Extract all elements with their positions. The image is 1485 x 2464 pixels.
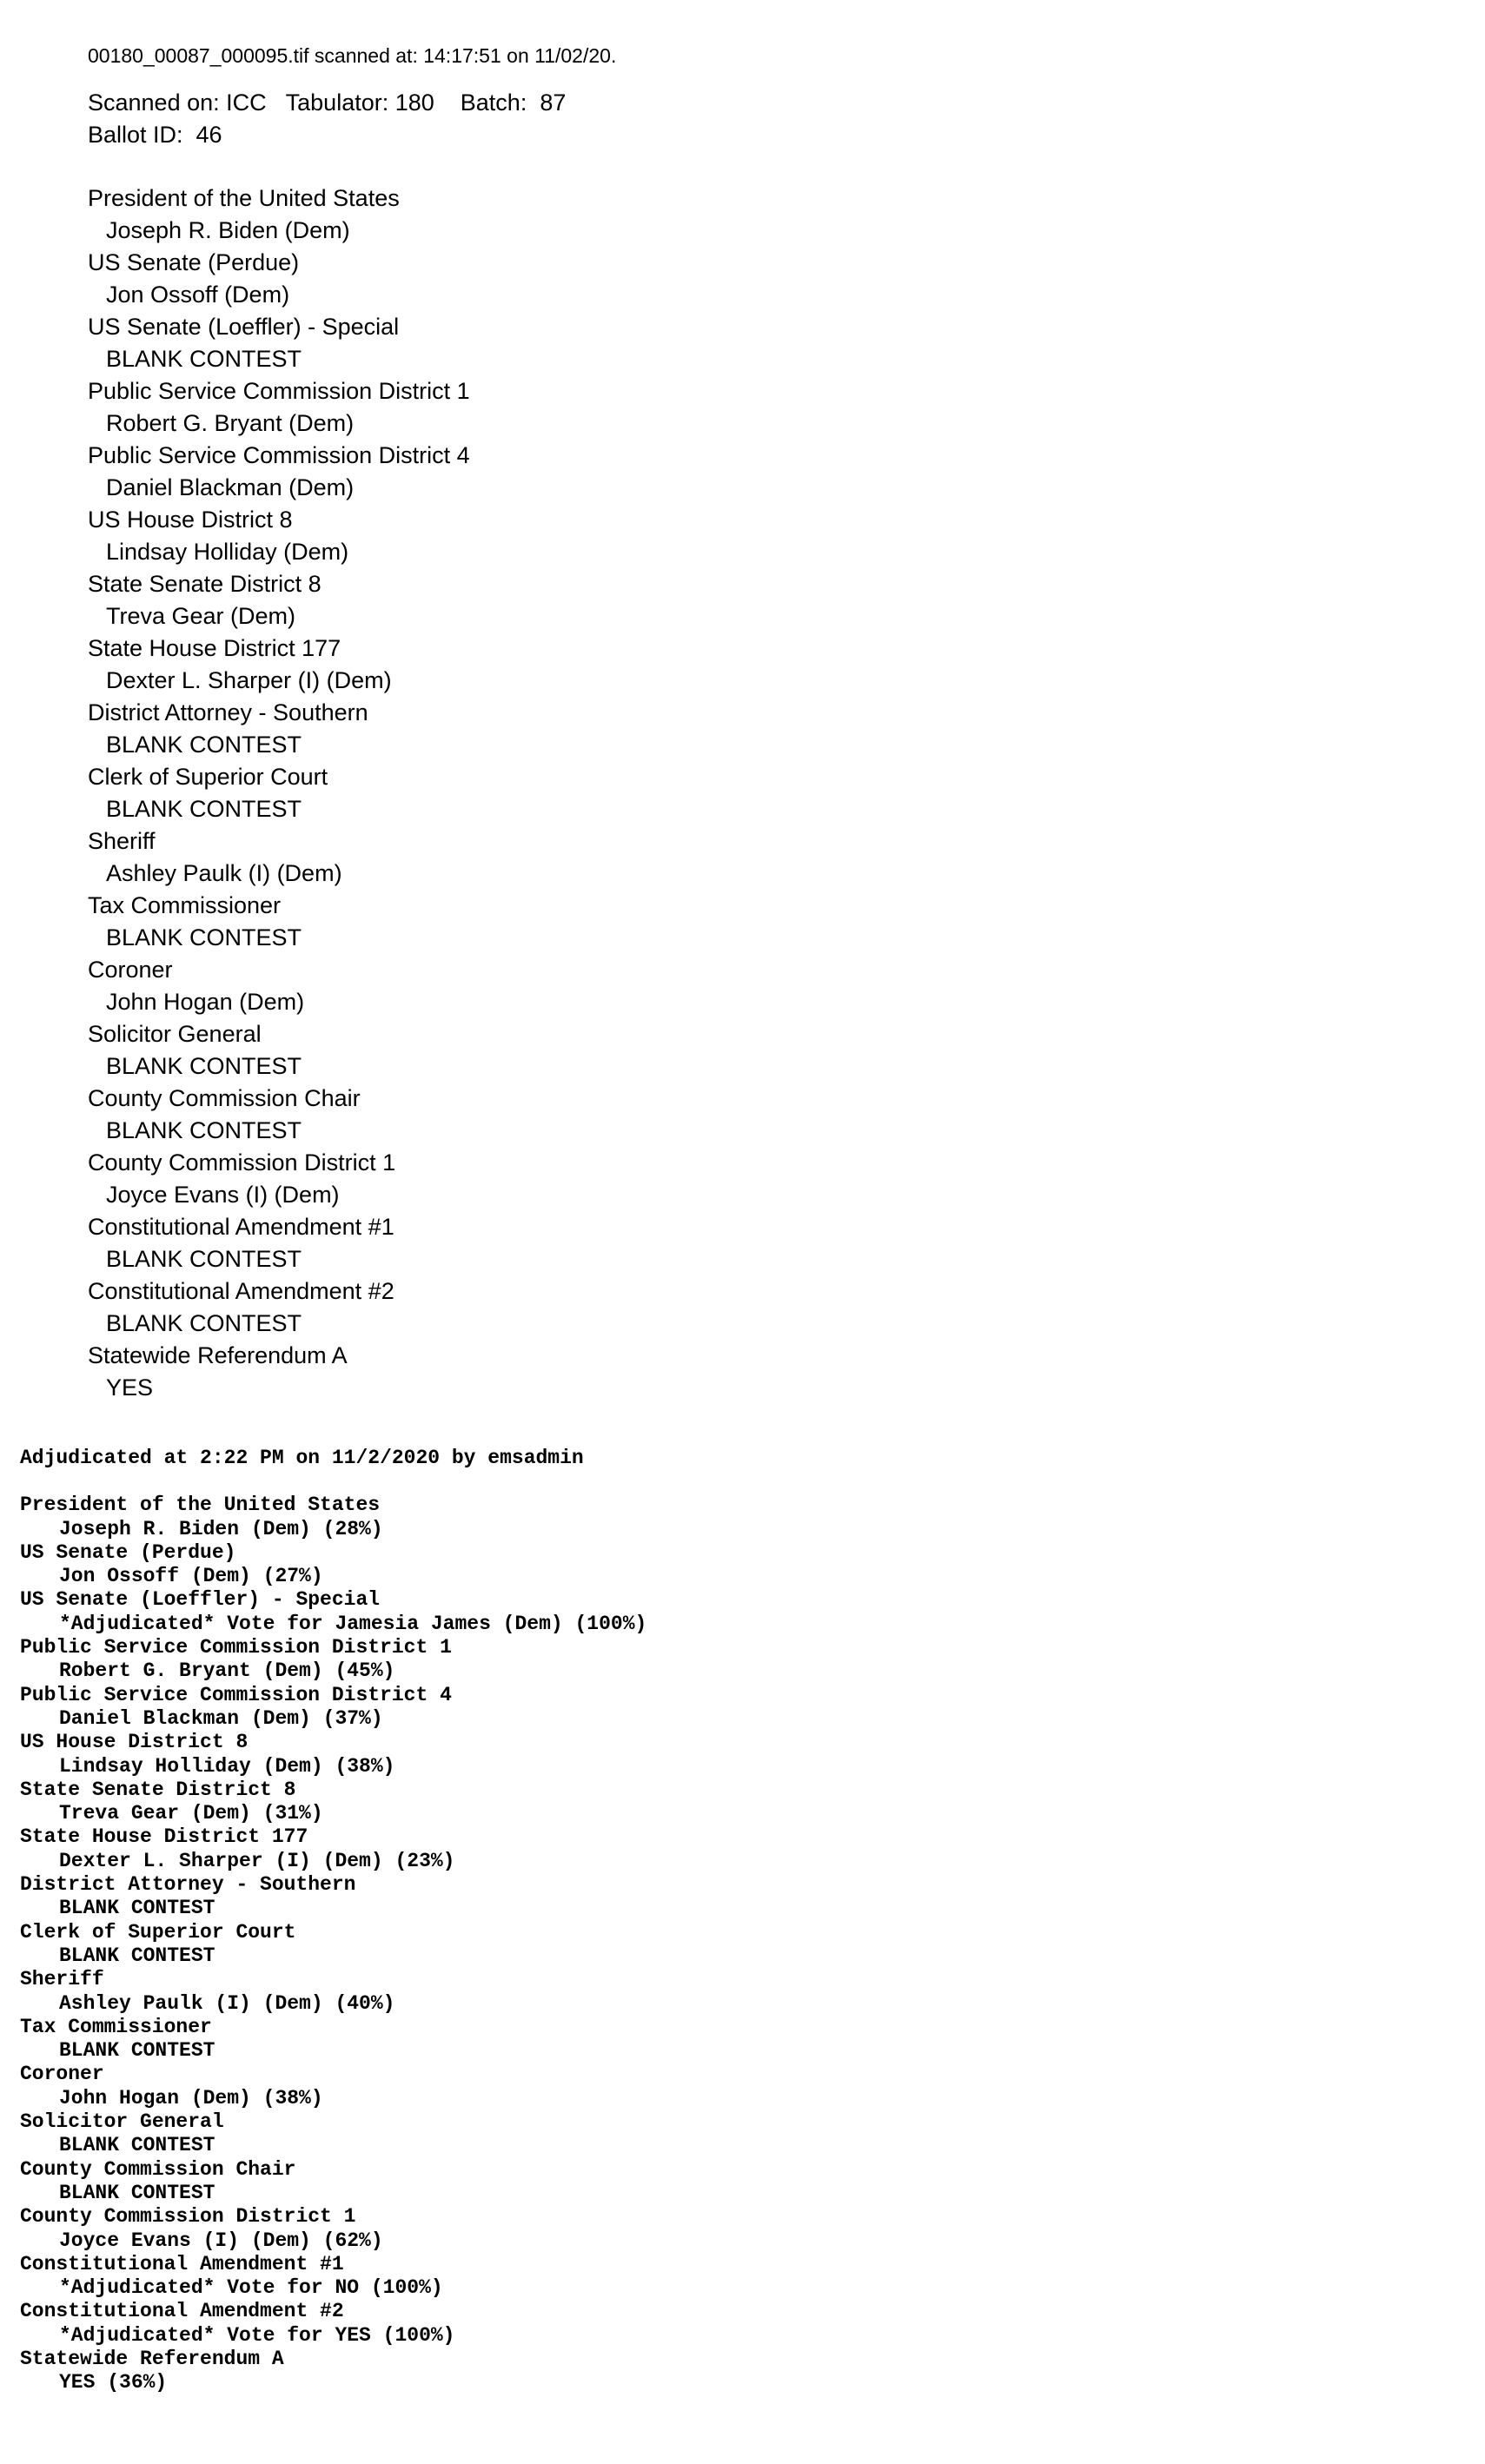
adjudicated-item: [20, 2158, 646, 2206]
adjudicated-item: [20, 1778, 646, 1826]
contest-choice: Joseph R. Biden (Dem): [106, 217, 350, 243]
adjudicated-contest-name: US Senate (Loeffler) - Special: [20, 1588, 381, 1612]
contest-item: [88, 1275, 616, 1340]
contest-name: US Senate (Perdue): [88, 249, 300, 275]
adjudicated-choice: Lindsay Holliday (Dem) (38%): [59, 1754, 395, 1778]
contest-choice: Lindsay Holliday (Dem): [106, 539, 349, 565]
adjudicated-contest-name: US House District 8: [20, 1731, 249, 1754]
adjudicated-choice: BLANK CONTEST: [59, 1944, 215, 1967]
adjudicated-item: [20, 1731, 646, 1778]
adjudicated-choice: Dexter L. Sharper (I) (Dem) (23%): [59, 1849, 455, 1872]
adjudicated-choice: YES (36%): [59, 2371, 168, 2394]
scan-record: [88, 40, 616, 1404]
contest-name: County Commission Chair: [88, 1085, 361, 1111]
adjudicated-contest-name: President of the United States: [20, 1494, 381, 1517]
adjudicated-item: [20, 1494, 646, 1541]
adjudicated-item: [20, 1873, 646, 1921]
contest-name: Statewide Referendum A: [88, 1342, 348, 1368]
contest-name: Public Service Commission District 1: [88, 378, 470, 404]
adjudicated-item: [20, 1968, 646, 2016]
adjudicated-item: [20, 2063, 646, 2110]
adjudicated-choice: Joseph R. Biden (Dem) (28%): [59, 1517, 383, 1540]
contest-item: [88, 568, 616, 633]
adjudicated-choice: Robert G. Bryant (Dem) (45%): [59, 1659, 395, 1683]
adjudicated-choice: *Adjudicated* Vote for YES (100%): [59, 2323, 455, 2347]
contest-name: US Senate (Loeffler) - Special: [88, 314, 400, 340]
adjudicated-choice: BLANK CONTEST: [59, 2134, 215, 2157]
adjudicated-contest-name: Statewide Referendum A: [20, 2347, 284, 2370]
contest-choice: BLANK CONTEST: [106, 924, 302, 950]
adjudicated-item: [20, 2348, 646, 2395]
adjudicated-contest-name: State House District 177: [20, 1825, 308, 1849]
adjudicated-choice: Treva Gear (Dem) (31%): [59, 1802, 323, 1825]
adjudicated-contest-name: Public Service Commission District 1: [20, 1636, 452, 1659]
adjudicated-contest-name: Clerk of Superior Court: [20, 1920, 296, 1944]
contest-choice: BLANK CONTEST: [106, 346, 302, 372]
contest-item: [88, 182, 616, 247]
contest-choice: BLANK CONTEST: [106, 732, 302, 758]
contest-choice: YES: [106, 1374, 154, 1401]
contest-item: [88, 247, 616, 311]
contest-item: [88, 761, 616, 825]
adjudicated-contest-name: County Commission District 1: [20, 2205, 356, 2229]
adjudicated-contest-name: Coroner: [20, 2063, 104, 2086]
contest-item: [88, 1083, 616, 1147]
contest-name: Public Service Commission District 4: [88, 442, 470, 468]
adjudicated-choice: BLANK CONTEST: [59, 2181, 215, 2204]
contest-item: [88, 1340, 616, 1404]
contest-choice: Robert G. Bryant (Dem): [106, 410, 355, 436]
adjudicated-choice: Joyce Evans (I) (Dem) (62%): [59, 2229, 383, 2252]
contest-choice: Jon Ossoff (Dem): [106, 282, 290, 308]
adjudicated-contest-name: Sheriff: [20, 1968, 104, 1991]
contest-name: Tax Commissioner: [88, 892, 282, 918]
contest-item: [88, 954, 616, 1018]
adjudicated-choice: John Hogan (Dem) (38%): [59, 2086, 323, 2110]
adjudicated-contest-name: County Commission Chair: [20, 2157, 296, 2181]
contest-name: Sheriff: [88, 828, 156, 854]
contest-name: Clerk of Superior Court: [88, 764, 328, 790]
adjudicated-item: [20, 2300, 646, 2348]
contest-choice: John Hogan (Dem): [106, 989, 305, 1015]
adjudicated-contest-name: Tax Commissioner: [20, 2015, 212, 2038]
adjudicated-choice: *Adjudicated* Vote for Jamesia James (Dem) (100%): [59, 1612, 647, 1635]
adjudicated-choice: BLANK CONTEST: [59, 1897, 215, 1920]
adjudicated-item: [20, 2110, 646, 2158]
contest-name: State Senate District 8: [88, 571, 322, 597]
adjudicated-contest-name: Constitutional Amendment #2: [20, 2300, 344, 2323]
adjudicated-item: [20, 2253, 646, 2301]
adjudicated-item: [20, 1825, 646, 1873]
adjudicated-choice: BLANK CONTEST: [59, 2039, 215, 2063]
adjudicated-contest-name: State Senate District 8: [20, 1778, 296, 1801]
contest-choice: Daniel Blackman (Dem): [106, 474, 355, 500]
contest-choice: BLANK CONTEST: [106, 1246, 302, 1272]
adjudicated-choice: Daniel Blackman (Dem) (37%): [59, 1706, 383, 1730]
contest-name: State House District 177: [88, 635, 341, 661]
contest-choice: BLANK CONTEST: [106, 1310, 302, 1336]
adjudication-header: Adjudicated at 2:22 PM on 11/2/2020 by emsadmin: [20, 1447, 584, 1469]
adjudicated-item: [20, 1636, 646, 1684]
contest-item: [88, 633, 616, 697]
contest-item: [88, 375, 616, 440]
contest-item: [88, 1147, 616, 1211]
adjudicated-contest-name: Solicitor General: [20, 2110, 224, 2134]
adjudicated-item: [20, 2016, 646, 2063]
adjudication-record: [20, 1447, 646, 2395]
contest-name: President of the United States: [88, 185, 400, 211]
ballot-id-line: Ballot ID: 46: [88, 122, 222, 148]
scan-meta-line: Scanned on: ICC Tabulator: 180 Batch: 87: [88, 89, 567, 116]
contest-name: Constitutional Amendment #1: [88, 1214, 394, 1240]
contest-item: [88, 1018, 616, 1083]
contest-item: [88, 440, 616, 504]
contest-item: [88, 504, 616, 568]
contest-name: Coroner: [88, 957, 173, 983]
adjudicated-choice: Jon Ossoff (Dem) (27%): [59, 1565, 323, 1588]
contest-choice: Treva Gear (Dem): [106, 603, 296, 629]
adjudicated-item: [20, 1588, 646, 1636]
contest-name: Solicitor General: [88, 1021, 262, 1047]
contest-list: [88, 182, 616, 1404]
contest-item: [88, 1211, 616, 1275]
contest-choice: Dexter L. Sharper (I) (Dem): [106, 667, 392, 693]
adjudicated-contest-name: US Senate (Perdue): [20, 1540, 236, 1564]
contest-name: District Attorney - Southern: [88, 699, 368, 725]
contest-choice: Joyce Evans (I) (Dem): [106, 1182, 340, 1208]
contest-choice: BLANK CONTEST: [106, 1117, 302, 1143]
contest-item: [88, 311, 616, 375]
adjudicated-contest-name: Public Service Commission District 4: [20, 1683, 452, 1706]
adjudicated-choice: *Adjudicated* Vote for NO (100%): [59, 2276, 443, 2300]
adjudicated-choice: Ashley Paulk (I) (Dem) (40%): [59, 1991, 395, 2015]
contest-item: [88, 890, 616, 954]
adjudicated-item: [20, 1541, 646, 1589]
contest-item: [88, 697, 616, 761]
contest-choice: Ashley Paulk (I) (Dem): [106, 860, 342, 886]
scan-header: 00180_00087_000095.tif scanned at: 14:17:51 on 11/02/20.: [88, 44, 617, 67]
adjudicated-contest-name: Constitutional Amendment #1: [20, 2252, 344, 2275]
adjudicated-list: [20, 1494, 646, 2394]
adjudicated-item: [20, 1684, 646, 1732]
contest-choice: BLANK CONTEST: [106, 796, 302, 822]
adjudicated-item: [20, 1921, 646, 1969]
adjudicated-contest-name: District Attorney - Southern: [20, 1873, 356, 1897]
contest-choice: BLANK CONTEST: [106, 1053, 302, 1079]
contest-name: US House District 8: [88, 507, 293, 533]
contest-name: Constitutional Amendment #2: [88, 1278, 394, 1304]
contest-name: County Commission District 1: [88, 1149, 396, 1176]
contest-item: [88, 825, 616, 890]
adjudicated-item: [20, 2205, 646, 2253]
